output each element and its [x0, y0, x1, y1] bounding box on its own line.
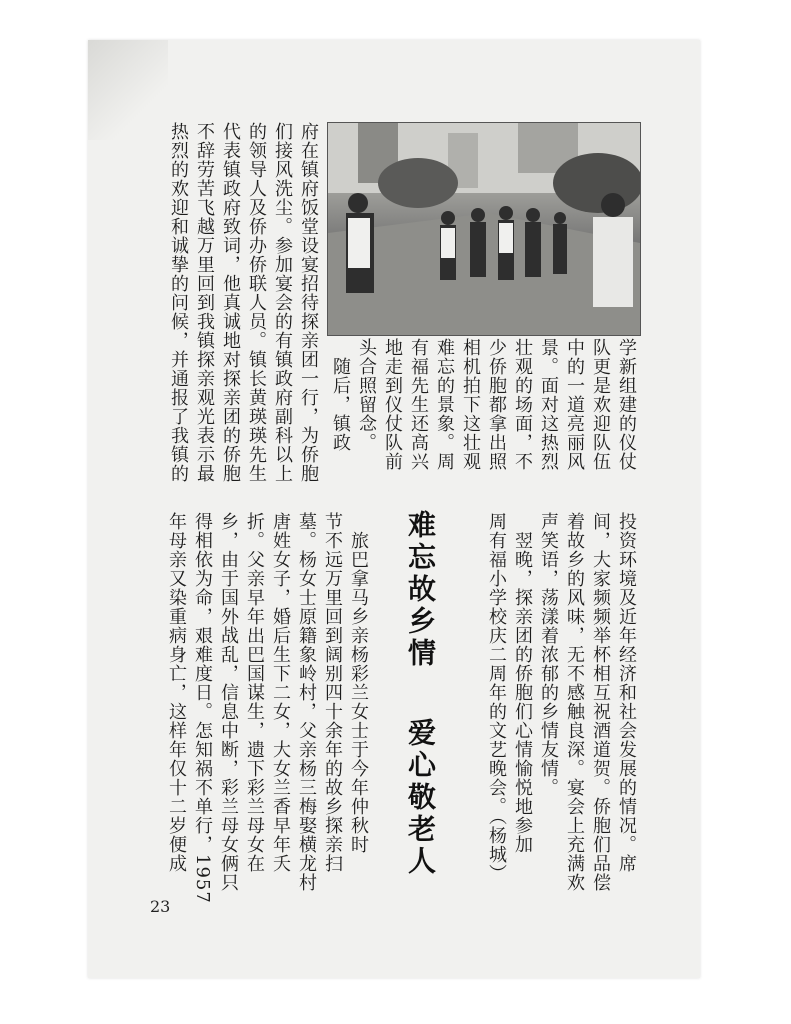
text-column: 着故乡的风味，无不感触良深。宴会上充满欢 [564, 512, 585, 892]
text-column: 间，大家频频举杯相互祝酒道贺。侨胞们品偿 [590, 512, 611, 892]
text-column: 少侨胞都拿出照 [486, 338, 507, 471]
text-column: 投资环境及近年经济和社会发展的情况。席 [616, 512, 637, 873]
text-column: 墓。杨女士原籍象岭村，父亲杨三梅娶横龙村 [296, 512, 317, 892]
text-column: 的领导人及侨办侨联人员。镇长黄瑛瑛先生 [246, 122, 267, 483]
page-number: 23 [150, 897, 171, 916]
text-column: 节不远万里回到阔别四十余年的故乡探亲扫 [322, 512, 343, 873]
text-column: 府在镇府饭堂设宴招待探亲团一行，为侨胞 [298, 122, 319, 483]
text-column: 唐姓女子，婚后生下二女，大女兰香早年夭 [270, 512, 291, 873]
text-column: 学新组建的仪仗 [616, 338, 637, 471]
parade-photo [327, 122, 641, 336]
text-column: 旅巴拿马乡亲杨彩兰女士于今年仲秋时 [348, 512, 369, 854]
text-column: 折。父亲早年出巴国谋生，遗下彩兰母女在 [244, 512, 265, 873]
text-column: 得相依为命，艰难度日。怎知祸不单行，1957 [192, 512, 213, 904]
text-column: 难忘的景象。周 [434, 338, 455, 471]
text-column: 头合照留念。 [356, 338, 377, 452]
text-column: 有福先生还高兴 [408, 338, 429, 471]
text-column: 代表镇政府致词，他真诚地对探亲团的侨胞 [220, 122, 241, 483]
text-column: 声笑语，荡漾着浓郁的乡情友情。 [538, 512, 559, 797]
photo-icon [328, 123, 640, 335]
page-shadow [88, 40, 168, 140]
text-column: 中的一道亮丽风 [564, 338, 585, 471]
text-column: 乡，由于国外战乱，信息中断，彩兰母女俩只 [218, 512, 239, 892]
text-column: 壮观的场面，不 [512, 338, 533, 471]
text-column: 地走到仪仗队前 [382, 338, 403, 471]
text-column: 相机拍下这壮观 [460, 338, 481, 471]
article-title-part1: 难忘故乡情 [404, 510, 437, 670]
text-column: 队更是欢迎队伍 [590, 338, 611, 471]
text-column: 周有福小学校庆二周年的文艺晚会。（杨城） [486, 512, 507, 883]
text-column: 不辞劳苦飞越万里回到我镇探亲观光表示最 [194, 122, 215, 483]
text-column: 景。面对这热烈 [538, 338, 559, 471]
text-column: 翌晚，探亲团的侨胞们心情愉悦地参加 [512, 512, 533, 854]
text-column: 们接风洗尘。参加宴会的有镇政府副科以上 [272, 122, 293, 483]
article-title-part2: 爱心敬老人 [404, 718, 437, 878]
text-column: 年母亲又染重病身亡，这样年仅十二岁便成 [166, 512, 187, 873]
text-column: 随后，镇政 [330, 338, 351, 452]
text-column: 热烈的欢迎和诚挚的问候，并通报了我镇的 [168, 122, 189, 483]
